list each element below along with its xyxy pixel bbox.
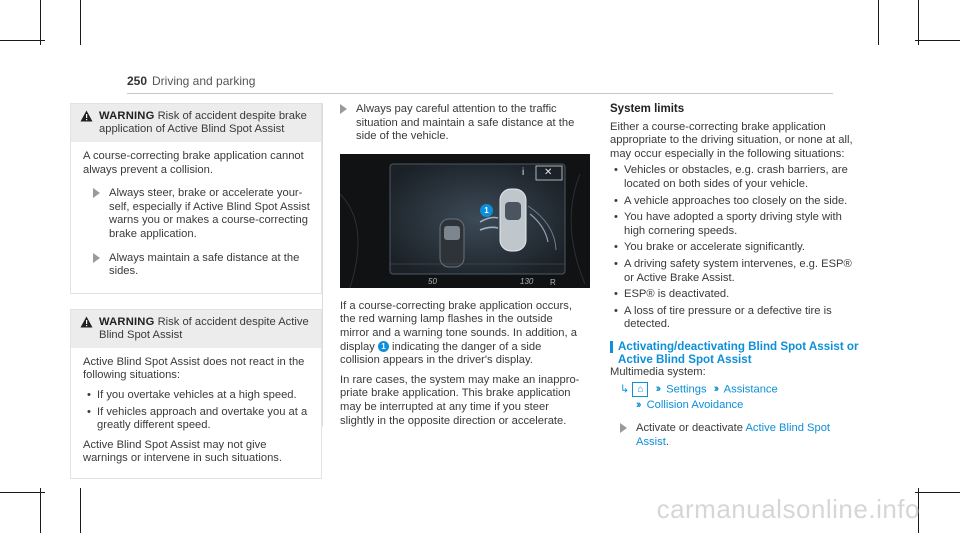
crop-mark [915, 40, 960, 41]
driver-display-illustration [340, 154, 590, 288]
column-middle [330, 103, 582, 434]
warning-title-text: Risk of accident despite brake application of Active Blind Spot Assist [99, 110, 307, 135]
step-arrow-icon [620, 423, 627, 433]
section-heading: System limits [610, 103, 685, 115]
warning-header [71, 104, 321, 142]
list-item: • Vehicles or obstacles, e.g. crash barriers, are located on both sides of your vehicle. [610, 164, 860, 191]
crop-mark [918, 0, 919, 45]
system-label: Multimedia system: [610, 365, 706, 378]
paragraph: In rare cases, the system may make an inappro-priate brake application. This brake application may be interrupted at any time if you steer slightly in the opposite direction or accelerate. [340, 373, 580, 427]
warning-text: Active Blind Spot Assist does not react in the following situations: [83, 355, 305, 382]
warning-body [71, 348, 321, 478]
warning-title: WARNING [99, 110, 155, 122]
crop-mark [0, 40, 45, 41]
menu-assistance[interactable]: Assistance [723, 382, 778, 395]
info-icon: i [522, 166, 525, 178]
list-item: • A driving safety system intervenes, e.g. ESP® or Active Brake Assist. [610, 258, 860, 285]
warning-box [70, 103, 322, 294]
menu-collision-avoidance[interactable]: Collision Avoidance [646, 398, 744, 411]
crop-mark [915, 492, 960, 493]
instruction-step [83, 252, 311, 279]
page-number: 250 [127, 74, 148, 88]
list-item: • If you overtake vehicles at a high speed. [83, 389, 311, 403]
list-item: • A vehicle approaches too closely on the side. [610, 195, 860, 209]
menu-path-cont [610, 399, 860, 413]
chevron-right-icon: ›› [636, 398, 640, 411]
warning-text: Active Blind Spot Assist may not give warnings or intervene in such situations. [83, 438, 282, 465]
list-item: • ESP® is deactivated. [610, 288, 860, 302]
speed-right: 130 [520, 276, 534, 286]
paragraph: Either a course-correcting brake application appropriate to the driving situation, or none at all, may occur especially in the following situations: [610, 120, 853, 160]
crop-mark [80, 488, 81, 533]
step-text: Activate or deactivate [636, 422, 743, 435]
instruction-step [83, 187, 311, 241]
chevron-right-icon: ›› [655, 382, 660, 395]
list-item: • You have adopted a sporty driving style with high cornering speeds. [610, 211, 860, 238]
step-arrow-icon [93, 253, 100, 263]
crop-mark [40, 488, 41, 533]
warning-box [70, 309, 322, 479]
list-item: • A loss of tire pressure or a defective tire is detected. [610, 305, 860, 332]
column-divider [322, 103, 323, 426]
step-text: . [665, 435, 669, 448]
warning-text: A course-correcting brake application cannot always prevent a collision. [83, 150, 304, 176]
column-right [610, 103, 860, 457]
crop-mark [40, 0, 41, 45]
activation-heading: Activating/deactivating Blind Spot Assist or Active Blind Spot Assist [610, 340, 860, 366]
speed-left: 50 [428, 276, 437, 286]
watermark: carmanualsonline.info [656, 494, 920, 524]
header-rule [127, 93, 833, 94]
marker-number-icon: 1 [378, 341, 389, 352]
warning-title-text: Risk of accident despite Active Blind Spot Assist [99, 315, 309, 341]
step-text: Always maintain a safe distance at the sides. [109, 251, 300, 278]
list-item: • You brake or accelerate significantly. [610, 241, 860, 255]
crop-mark [878, 0, 879, 45]
crop-mark [80, 0, 81, 45]
gear-indicator: R [550, 277, 556, 287]
menu-path [610, 382, 860, 397]
display-graphic [340, 154, 590, 288]
path-start-icon: ↳ [620, 382, 630, 395]
step-arrow-icon [93, 188, 100, 198]
list-item: • If vehicles approach and overtake you at a greatly different speed. [83, 406, 311, 433]
step-arrow-icon [340, 104, 347, 114]
paragraph-text: indicating the danger of a side collision appears in the driver's display. [340, 340, 542, 367]
crop-mark [0, 492, 45, 493]
instruction-step [330, 103, 582, 144]
marker-number-icon: 1 [480, 204, 493, 217]
warning-title: WARNING [99, 315, 155, 328]
step-text: Always steer, brake or accelerate your-self, especially if Active Blind Spot Assist warns you or makes a course-correcting brake application. [109, 187, 310, 240]
instruction-step [610, 422, 860, 449]
close-icon: ✕ [544, 166, 553, 178]
step-text: Always pay careful attention to the traffic situation and maintain a safe distance at the side of the vehicle. [356, 103, 575, 143]
warning-header [71, 310, 321, 348]
menu-settings[interactable]: Settings [666, 382, 707, 395]
column-left [70, 103, 322, 479]
menu-active-blind-spot-assist[interactable]: Active Blind Spot Assist [636, 422, 831, 448]
paragraph [330, 300, 582, 368]
warning-body [71, 142, 321, 293]
warning-triangle-icon [80, 316, 93, 328]
chevron-right-icon: ›› [713, 382, 718, 395]
paragraph-text: If a course-correcting brake application occurs, the red warning lamp flashes in the outside mirror and a warning tone sounds. In addition, a display [340, 299, 577, 353]
warning-triangle-icon [80, 110, 93, 122]
home-icon[interactable]: ⌂ [632, 382, 648, 397]
section-title: Driving and parking [152, 74, 256, 88]
